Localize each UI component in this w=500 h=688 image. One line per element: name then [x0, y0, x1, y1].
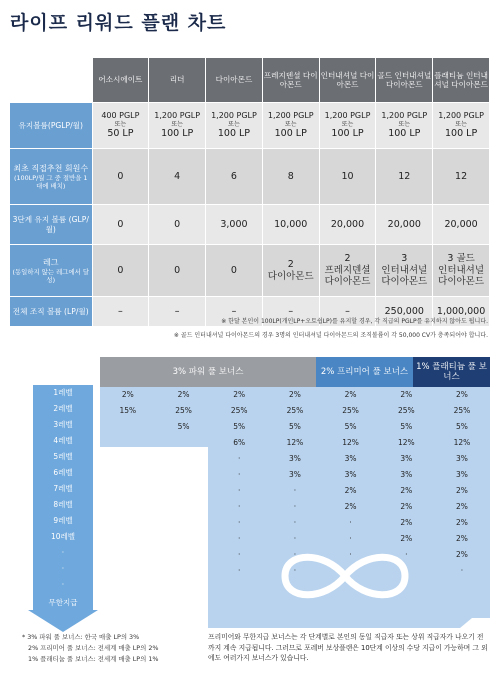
- bonus-cell: [100, 499, 156, 515]
- level-label: 8레벨: [53, 500, 73, 509]
- bonus-cell: 12%: [286, 438, 304, 447]
- bonus-cell: [100, 531, 156, 547]
- bonus-cell: ·: [238, 550, 241, 559]
- bonus-cell: 3%: [400, 454, 413, 463]
- level-list: [33, 385, 93, 593]
- bonus-cell: 12%: [397, 438, 415, 447]
- bonus-cell: 2%: [344, 390, 357, 399]
- bonus-cell: ·: [460, 566, 464, 575]
- levels-arrow-tip: [28, 610, 98, 632]
- bonus-cell: 2%: [400, 518, 413, 527]
- level-label: 6레벨: [53, 468, 73, 477]
- rank-header: 리더: [149, 58, 206, 103]
- bonus-cell: 2%: [400, 534, 413, 543]
- bonus-cell: 2%: [288, 390, 301, 399]
- bonus-cell: ·: [293, 502, 297, 511]
- level-label: 9레벨: [53, 516, 73, 525]
- level-label: 1레벨: [53, 388, 73, 397]
- bonus-cell: [100, 467, 156, 483]
- bonus-cell: 2%: [400, 390, 413, 399]
- bonus-cell: 3%: [344, 454, 357, 463]
- bonus-cell: 25%: [342, 406, 359, 415]
- bonus-cell: [156, 547, 212, 563]
- bonus-cell: 2%: [177, 390, 190, 399]
- bonus-cell: 2%: [344, 502, 357, 511]
- bonus-cell: ·: [293, 550, 297, 559]
- bonus-cell: ·: [238, 454, 241, 463]
- footnote-gold: ※ 골드 인터내셔널 다이아몬드의 경우 3명의 인터내셔널 다이아몬드의 조직볼륨이 각 50,000 CV가 충족되어야 합니다.: [173, 332, 488, 339]
- bonus-cell: 3%: [456, 470, 468, 479]
- bonus-cell: [156, 515, 212, 531]
- bonus-cell: 5%: [344, 422, 357, 431]
- bonus-cell: ·: [405, 566, 408, 575]
- bonus-cell: [100, 563, 156, 579]
- level-label: ·: [61, 564, 65, 573]
- bonus-cell: 5%: [456, 422, 468, 431]
- bonus-cell: 3%: [288, 454, 301, 463]
- bonus-cell: ·: [238, 566, 241, 575]
- bonus-cell: 6%: [233, 438, 246, 447]
- premier-pool-header: 2% 프리미어 풀 보너스: [320, 366, 409, 377]
- bonus-cell: [156, 563, 212, 579]
- bonus-cell: ·: [238, 470, 241, 479]
- row-label: 최초 직접추천 회원수 (100LP/월 그 중 절반을 1대에 배치): [10, 149, 92, 205]
- rank-header: 골드 인터내셔널 다이아몬드: [376, 58, 433, 103]
- platinum-pool-header: 1% 플래티늄 풀 보너스: [416, 361, 487, 382]
- bonus-cell: 2%: [456, 534, 468, 543]
- bonus-row: [100, 499, 490, 515]
- bonus-cell: [156, 531, 212, 547]
- bonus-cell: 2%: [456, 550, 468, 559]
- bonus-cell: 2%: [456, 486, 468, 495]
- rank-header: 다이아몬드: [206, 58, 263, 103]
- level-label: 5레벨: [53, 452, 73, 461]
- bonus-cell: 2%: [400, 486, 413, 495]
- bonus-row: [100, 387, 490, 403]
- bonus-cell: ·: [238, 502, 241, 511]
- power-pool-header: 3% 파워 풀 보너스: [172, 366, 244, 377]
- bonus-row: [100, 467, 490, 483]
- footnote-pglp: ※ 한달 본인이 100LP(개인LP+오토쉽LP)를 유지할 경우, 각 직급의 PGLP를 유지하지 않아도 됩니다.: [221, 318, 488, 325]
- bonus-cell: ·: [293, 566, 297, 575]
- bonus-cell: [156, 467, 212, 483]
- level-label: ·: [61, 548, 65, 557]
- bonus-cell: ·: [405, 550, 408, 559]
- bonus-cell: ·: [238, 518, 241, 527]
- bonus-cell: [100, 419, 156, 435]
- bonus-cell: 25%: [453, 406, 471, 415]
- bonus-cell: 2%: [233, 390, 246, 399]
- bonus-cell: 5%: [288, 422, 301, 431]
- legs-row: 레그 (동일하지 않는 레그에서 달성) 0 0 0 2 다이아몬드 2 프레지덴셜 다이아몬드 3 인터내셔널 다이아몬드 3 골드 인터내셔널 다이아몬드: [10, 245, 490, 297]
- bonus-cell: 12%: [342, 438, 359, 447]
- bonus-cell: ·: [293, 534, 297, 543]
- bonus-cell: ·: [293, 518, 297, 527]
- bonus-cell: [100, 451, 156, 467]
- row-label: 레그 (동일하지 않는 레그에서 달성): [10, 245, 92, 297]
- infinite-label: 무한지급: [48, 598, 78, 607]
- bonus-cell: 5%: [177, 422, 190, 431]
- infinity-icon: [270, 546, 420, 606]
- rank-header: 프레지덴셜 다이아몬드: [262, 58, 319, 103]
- bonus-cell: [100, 547, 156, 563]
- bonus-row: [100, 483, 490, 499]
- bonus-row: [100, 515, 490, 531]
- bonus-row: [100, 451, 490, 467]
- rank-header: 어소시에이트: [92, 58, 149, 103]
- direct-referrals-row: 최초 직접추천 회원수 (100LP/월 그 중 절반을 1대에 배치) 0 4 6 8 10 12 12: [10, 149, 490, 205]
- bonus-cell: [100, 435, 156, 451]
- bonus-cell: ·: [238, 486, 241, 495]
- bonus-cell: 25%: [175, 406, 192, 415]
- bonus-row: [100, 531, 490, 547]
- bonus-cell: [156, 499, 212, 515]
- bonus-cell: 3%: [344, 470, 357, 479]
- bonus-cell: [156, 451, 212, 467]
- level-label: 7레벨: [53, 484, 73, 493]
- bonus-cell: ·: [349, 518, 352, 527]
- bonus-cell: 25%: [286, 406, 304, 415]
- level-label: 10레벨: [50, 532, 76, 541]
- bonus-cell: ·: [349, 534, 352, 543]
- bonus-cell: ·: [349, 566, 352, 575]
- bonus-cell: 2%: [344, 486, 357, 495]
- bonus-cell: ·: [238, 534, 241, 543]
- three-level-row: 3단계 유지 볼륨 (GLP/월) 0 0 3,000 10,000 20,000 20,000 20,000: [10, 205, 490, 245]
- row-label: 전체 조직 볼륨 (LP/월): [10, 297, 92, 327]
- bonus-cell: 5%: [233, 422, 246, 431]
- bonus-cell: 25%: [230, 406, 248, 415]
- bonus-cell: 3%: [288, 470, 301, 479]
- bonus-row: [100, 419, 490, 435]
- bonus-cell: 15%: [119, 406, 137, 415]
- bonus-cell: 5%: [400, 422, 413, 431]
- bonus-cell: 2%: [456, 390, 468, 399]
- bonus-cell: ·: [349, 550, 352, 559]
- row-label: 3단계 유지 볼륨 (GLP/월): [10, 205, 92, 245]
- level-label: 3레벨: [53, 420, 73, 429]
- rank-header: 인터내셔널 다이아몬드: [319, 58, 376, 103]
- bonus-row: [100, 435, 490, 451]
- level-label: 2레벨: [53, 404, 73, 413]
- bonus-cell: [156, 483, 212, 499]
- bonus-cell: 2%: [456, 518, 468, 527]
- row-label: 유지볼륨(PGLP/월): [10, 103, 92, 149]
- bonus-cell: 25%: [397, 406, 415, 415]
- bonus-cell: 2%: [400, 502, 413, 511]
- level-label: ·: [61, 580, 65, 589]
- bonus-cell: 2%: [456, 502, 468, 511]
- bonus-cell: 3%: [456, 454, 468, 463]
- bonus-cell: [156, 435, 212, 451]
- level-label: 4레벨: [53, 436, 73, 445]
- total-volume-row: 전체 조직 볼륨 (LP/월) – – – – – 250,000 1,000,000: [10, 297, 490, 327]
- bonus-row: [100, 403, 490, 419]
- maint-volume-row: 유지볼륨(PGLP/월) 400 PGLP 또는 50 LP 1,200 PGLP 또는 100 LP 1,200 PGLP 또는 100 LP 1,200 PGLP 또는 100 LP 1,200 PGLP 또는 100 LP 1,200 PGLP 또는 100 LP 1,200 PGLP 또는 100 LP: [10, 103, 490, 149]
- bonus-cell: [100, 483, 156, 499]
- bonus-cell: 3%: [400, 470, 413, 479]
- page-title: 라이프 리워드 플랜 차트: [10, 12, 227, 34]
- pool-footnotes: * 3% 파워 풀 보너스: 한국 매출 LP의 3% 2% 프리미어 풀 보너스: 전세계 매출 LP의 2% 1% 플래티늄 풀 보너스: 전세계 매출 LP의 1%: [22, 633, 159, 663]
- bonus-cell: ·: [293, 486, 297, 495]
- bonus-cell: [100, 515, 156, 531]
- bonus-description: 프리미어와 무한지급 보너스는 각 단계별로 본인의 동일 직급자 또는 상위 직급자가 나오기 전까지 계속 지급됩니다. 그러므로 포레버 보상플랜은 10단계 이상의 수당 지급이 가능하며 그 외에도 여러가지 보너스가 있습니다.: [208, 633, 488, 663]
- bonus-cell: 2%: [121, 390, 134, 399]
- bonus-cell: 12%: [453, 438, 471, 447]
- rank-header: 플래티늄 인터내셔널 다이아몬드: [433, 58, 490, 103]
